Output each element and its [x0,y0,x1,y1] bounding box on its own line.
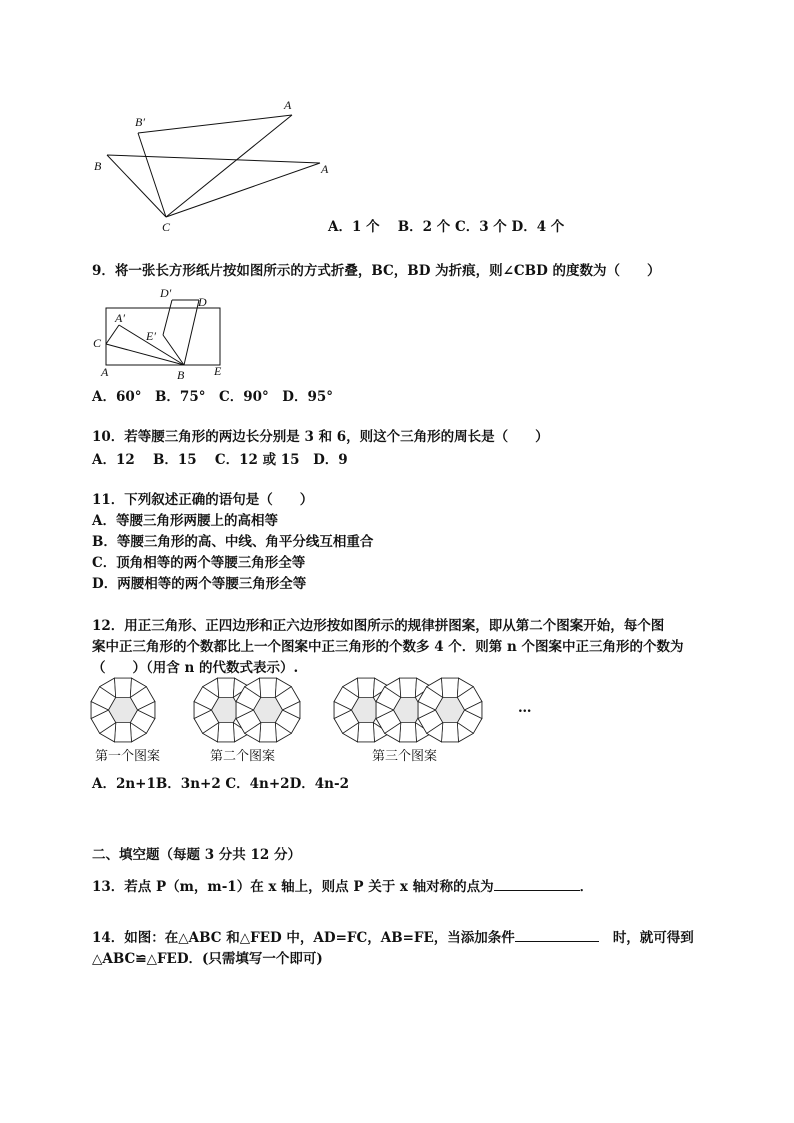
q14-text-2: 时，就可得到 [612,930,694,946]
q11-option-b: B．等腰三角形的高、中线、角平分线互相重合 [92,534,374,550]
fig9-label-a-prime: A′ [115,311,125,325]
q12-caption-3: 第三个图案 [372,749,438,764]
fig8-triangles [88,95,338,235]
q13-end: ． [579,879,594,895]
q12-caption-1: 第一个图案 [95,749,161,764]
fig8-label-a-right: A [321,162,329,176]
q13-line [92,878,593,896]
q14-line1 [92,929,694,947]
q12-pattern-svg [90,674,550,746]
q13-answer-blank[interactable] [494,878,580,891]
pattern-square-2-1 [260,723,277,742]
pattern-square-3-4 [358,678,375,697]
pattern-square-4-1 [400,723,417,742]
pattern-square-5-4 [442,678,459,697]
section-2-heading: 二、填空题（每题 3 分共 12 分） [92,847,301,863]
q10-options: A．12 B．15 C．12 或 15 D．9 [92,452,348,468]
fig8-label-b: B [94,159,102,173]
fig9-label-b: B [177,368,185,382]
pattern-square-1-4 [218,678,235,697]
fig8-label-c: C [162,220,171,234]
fig9-label-e-prime: E′ [146,329,156,343]
fig9-folded-rectangle [88,284,238,384]
q12-stem-line2: 案中正三角形的个数都比上一个图案中正三角形的个数多 4 个．则第 n 个图案中正三角形的个数为 [92,639,684,655]
q12-ellipsis: … [518,700,532,716]
q8-options: A．1 个 B．2 个 C．3 个 D．4 个 [328,219,565,235]
q10-stem: 10．若等腰三角形的两边长分别是 3 和 6，则这个三角形的周长是（ ） [92,429,549,445]
q9-options: A．60° B．75° C．90° D．95° [92,389,333,405]
q11-option-d: D．两腰相等的两个等腰三角形全等 [92,576,307,592]
fig9-label-e: E [214,364,222,378]
q9-stem: 9．将一张长方形纸片按如图所示的方式折叠，BC，BD 为折痕，则∠CBD 的度数为（ ） [92,263,661,279]
q12-pattern-figures [90,674,550,746]
fig9-label-a: A [101,365,109,379]
q11-stem: 11．下列叙述正确的语句是（ ） [92,492,314,508]
q12-options: A．2n+1B．3n+2 C．4n+2D．4n-2 [92,776,349,792]
fig9-label-d-prime: D′ [160,286,172,300]
pattern-square-3-1 [358,723,375,742]
fig8-label-b-prime: B′ [135,115,145,129]
q14-text-1: 14．如图：在△ABC 和△FED 中，AD=FC，AB=FE，当添加条件 [92,930,515,946]
q12-stem-line3: （ ）（用含 n 的代数式表示）. [92,660,299,676]
pattern-square-4-4 [400,678,417,697]
pattern-square-1-1 [218,723,235,742]
q14-answer-blank[interactable] [515,929,599,942]
fig8-svg [88,95,338,235]
fig9-svg [88,284,238,384]
q11-option-c: C．顶角相等的两个等腰三角形全等 [92,555,306,571]
q13-text: 13．若点 P（m，m-1）在 x 轴上，则点 P 关于 x 轴对称的点为 [92,879,494,895]
q12-caption-2: 第二个图案 [210,749,276,764]
q12-stem-line1: 12．用正三角形、正四边形和正六边形按如图所示的规律拼图案，即从第二个图案开始，每个图 [92,618,665,634]
pattern-square-0-4 [115,678,132,697]
pattern-square-5-1 [442,723,459,742]
q14-line2: △ABC≌△FED．(只需填写一个即可) [92,951,323,967]
fig9-label-c: C [93,336,102,350]
fig8-label-a-top: A [284,98,292,112]
fig9-label-d: D [198,295,207,309]
q11-option-a: A．等腰三角形两腰上的高相等 [92,513,278,529]
pattern-square-0-1 [115,723,132,742]
pattern-square-2-4 [260,678,277,697]
